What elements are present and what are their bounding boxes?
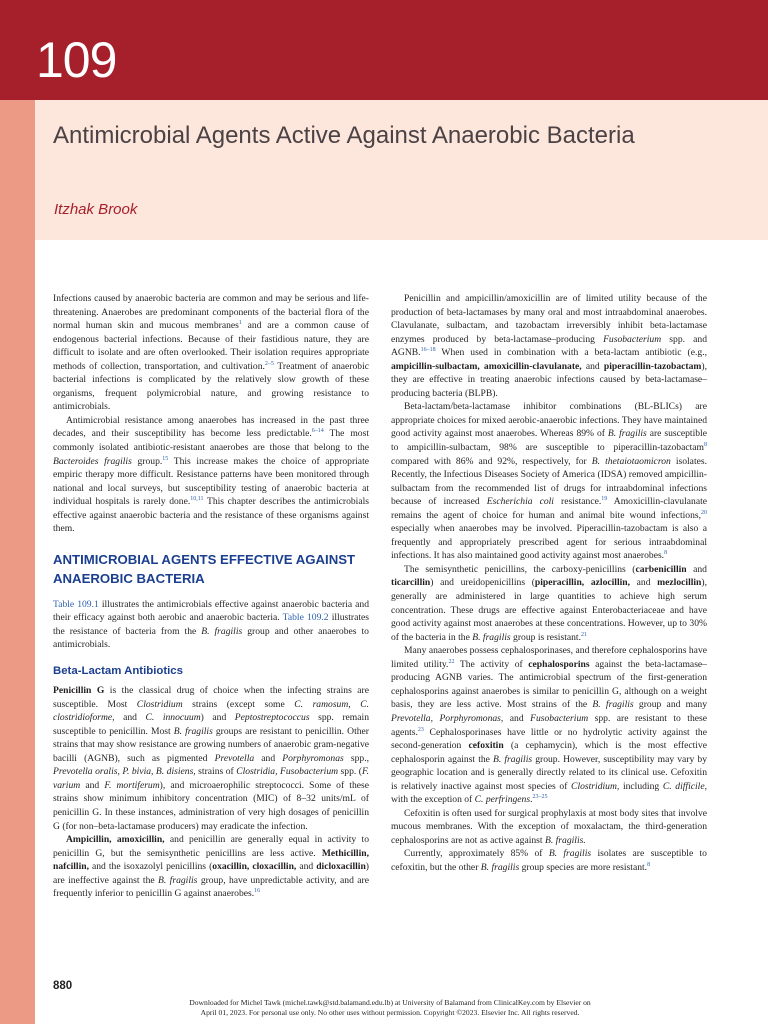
reference-link[interactable]: 23–25: [532, 794, 548, 801]
reference-link[interactable]: 15: [162, 455, 169, 462]
left-margin-stripe: [0, 100, 35, 1024]
reference-link[interactable]: 23: [417, 726, 424, 733]
reference-link[interactable]: 8: [664, 550, 668, 557]
reference-link[interactable]: 2–5: [264, 360, 274, 367]
reference-link[interactable]: 16–18: [420, 347, 436, 354]
paragraph: Many anaerobes possess cephalosporinases, and therefore cephalosporins have limited utility.$^{22}$ The activity of cephalosporins against the beta-lactamase–producing AGNB varies. The antimicrobial spectrum of the first-generation cephalosporins against anaerobes is similar to penicillin G, although on a weight basis, they are less active. Most strains of the B. fragilis group and many Prevotella, Porphyromonas, and Fusobacterium spp. are resistant to these agents.$^{23}$ Cephalosporinases have little or no hydrolytic activity against the second-generation cefoxitin (a cephamycin), which is the most effective cephalosporin against the B. fragilis group. However, susceptibility may vary by geographic location and is generally directly related to its clinical use. Cefoxitin is relatively inactive against most species of Clostridium, including C. difficile, with the exception of C. perfringens.$^{23-25}$: [391, 645, 707, 806]
chapter-title: Antimicrobial Agents Active Against Anaerobic Bacteria: [53, 122, 635, 149]
table-link[interactable]: Table 109.1: [53, 598, 99, 610]
section-heading: ANTIMICROBIAL AGENTS EFFECTIVE AGAINST ANAEROBIC BACTERIA: [53, 551, 356, 586]
paragraph: Penicillin and ampicillin/amoxicillin are of limited utility because of the production of beta-lactamases by many oral and most intraabdominal anaerobes. Clavulanate, sulbactam, and tazobactam irreversibly inhibit beta-lactamase enzymes produced by beta-lactamase–producing Fusobacterium spp. and AGNB.$^{16-18}$ When used in combination with a beta-lactam antibiotic (e.g., ampicillin-sulbactam, amoxicillin-clavulanate, and piperacillin-tazobactam), they are effective in treating anaerobic infections caused by beta-lactamase–producing bacteria (BLPB).: [391, 293, 707, 399]
paragraph: Currently, approximately 85% of B. fragilis isolates are susceptible to cefoxitin, but the other B. fragilis group species are more resistant.$^8$: [391, 848, 707, 873]
reference-link[interactable]: 19: [601, 496, 608, 503]
footer-line: Downloaded for Michel Tawk (michel.tawk@std.balamand.edu.lb) at University of Balamand from ClinicalKey.com by Elsevier on: [189, 998, 591, 1007]
download-footer: [90, 998, 690, 1018]
reference-link[interactable]: 21: [581, 631, 587, 638]
right-column: [391, 292, 707, 875]
paragraph: Table 109.1 illustrates the antimicrobials effective against anaerobic bacteria and their efficacy against both aerobic and anaerobic bacteria. Table 109.2 illustrates the resistance of bacteria from the B. fragilis group and other anaerobes to antimicrobials.: [53, 598, 370, 651]
page-number: 880: [53, 980, 73, 992]
reference-link[interactable]: 8: [704, 442, 707, 449]
reference-link[interactable]: 16: [254, 888, 261, 895]
subsection-heading: Beta-Lactam Antibiotics: [53, 665, 183, 678]
left-column: [53, 292, 369, 901]
footer-line: April 01, 2023. For personal use only. No other uses without permission. Copyright ©2023. Elsevier Inc. All rights reserved.: [200, 1008, 580, 1017]
paragraph: Cefoxitin is often used for surgical prophylaxis at most body sites that involve mucous membranes. With the exception of moxalactam, the third-generation cephalosporins are not as active against B. fragilis.: [391, 807, 707, 846]
paragraph: Penicillin G is the classical drug of choice when the infecting strains are susceptible. Most Clostridium strains (except some C. ramosum, C. clostridioforme, and C. innocuum) and Peptostreptococcus spp. remain susceptible to penicillin. Most B. fragilis groups are resistant to penicillin. Other strains that may show resistance are growing numbers of anaerobic gram-negative bacilli (AGNB), such as pigmented Prevotella and Porphyromonas spp., Prevotella oralis, P. bivia, B. disiens, strains of Clostridia, Fusobacterium spp. (F. varium and F. mortiferum), and microaerophilic streptococci. Some of these strains show minimum inhibitory concentration (MIC) of 8–32 units/mL of penicillin G. In these instances, administration of very high dosages of penicillin G (for non–beta-lactamase producers) may eradicate the infection.: [53, 685, 370, 832]
reference-link[interactable]: 6–14: [311, 428, 324, 435]
reference-link[interactable]: 20: [701, 509, 707, 516]
table-link[interactable]: Table 109.2: [282, 612, 329, 624]
reference-link[interactable]: 22: [448, 658, 455, 665]
reference-link[interactable]: 8: [647, 861, 651, 868]
paragraph: The semisynthetic penicillins, the carboxy-penicillins (carbenicillin and ticarcillin) and ureidopenicillins (piperacillin, azlocillin, and mezlocillin), generally are administered in large quantities to achieve high serum concentration. These drugs are effective against Enterobacteriaceae and have good activity against most anaerobes at these concentrations. However, up to 30% of the bacteria in the B. fragilis group is resistant.$^{21}$: [391, 563, 707, 643]
reference-link[interactable]: 1: [238, 320, 242, 327]
paragraph: Infections caused by anaerobic bacteria are common and may be serious and life-threatening. Anaerobes are predominant components of the bacterial flora of the normal human skin and mucous membranes$^1$ and are a common cause of endogenous bacterial infections. Because of their fastidious nature, they are difficult to isolate and are often overlooked. Their isolation requires appropriate methods of collection, transportation, and cultivation.$^{2-5}$ Treatment of anaerobic bacterial infections is complicated by the relatively slow growth of these organisms, frequent polymicrobial nature, and growing resistance to antimicrobials.: [53, 293, 369, 413]
chapter-number: 109: [36, 32, 117, 88]
paragraph: Beta-lactam/beta-lactamase inhibitor combinations (BL-BLICs) are appropriate choices for mixed aerobic-anaerobic infections. They have maintained good activity against most anaerobes. Whereas 89% of B. fragilis are susceptible to ampicillin-sulbactam, 98% are susceptible to piperacillin-tazobactam$^8$ compared with 86% and 92%, respectively, for B. thetaiotaomicron isolates. Recently, the Infectious Diseases Society of America (IDSA) removed ampicillin-sulbactam from the recommended list of drugs for intraabdominal infections because of increased Escherichia coli resistance.$^{19}$ Amoxicillin-clavulanate remains the agent of choice for human and animal bite wound infections,$^{20}$ especially when anaerobes may be involved. Piperacillin-tazobactam is also a frequently and appropriately prescribed agent for serious intraabdominal infections. It has also maintained good activity against most anaerobes.$^8$: [391, 401, 708, 562]
paragraph: Ampicillin, amoxicillin, and penicillin are generally equal in activity to penicillin G, but the semisynthetic penicillins are less active. Methicillin, nafcillin, and the isoxazolyl penicillins (oxacillin, cloxacillin, and dicloxacillin) are ineffective against the B. fragilis group, have unpredictable activity, and are frequently inferior to penicillin G against anaerobes.$^{16}$: [53, 834, 369, 900]
author-name: Itzhak Brook: [54, 201, 138, 218]
reference-link[interactable]: 10,11: [190, 496, 204, 503]
paragraph: Antimicrobial resistance among anaerobes has increased in the past three decades, and their susceptibility has become less predictable.$^{6-14}$ The most commonly isolated antibiotic-resistant anaerobes are those that belong to the Bacteroides fragilis group.$^{15}$ This increase makes the choice of appropriate empiric therapy more difficult. Resistance patterns have been monitored through national and local surveys, but susceptibility testing of anaerobic bacteria at individual hospitals is rarely done.$^{10,11}$ This chapter describes the antimicrobials effective against anaerobic bacteria and the resistance of these organisms against them.: [53, 414, 369, 535]
